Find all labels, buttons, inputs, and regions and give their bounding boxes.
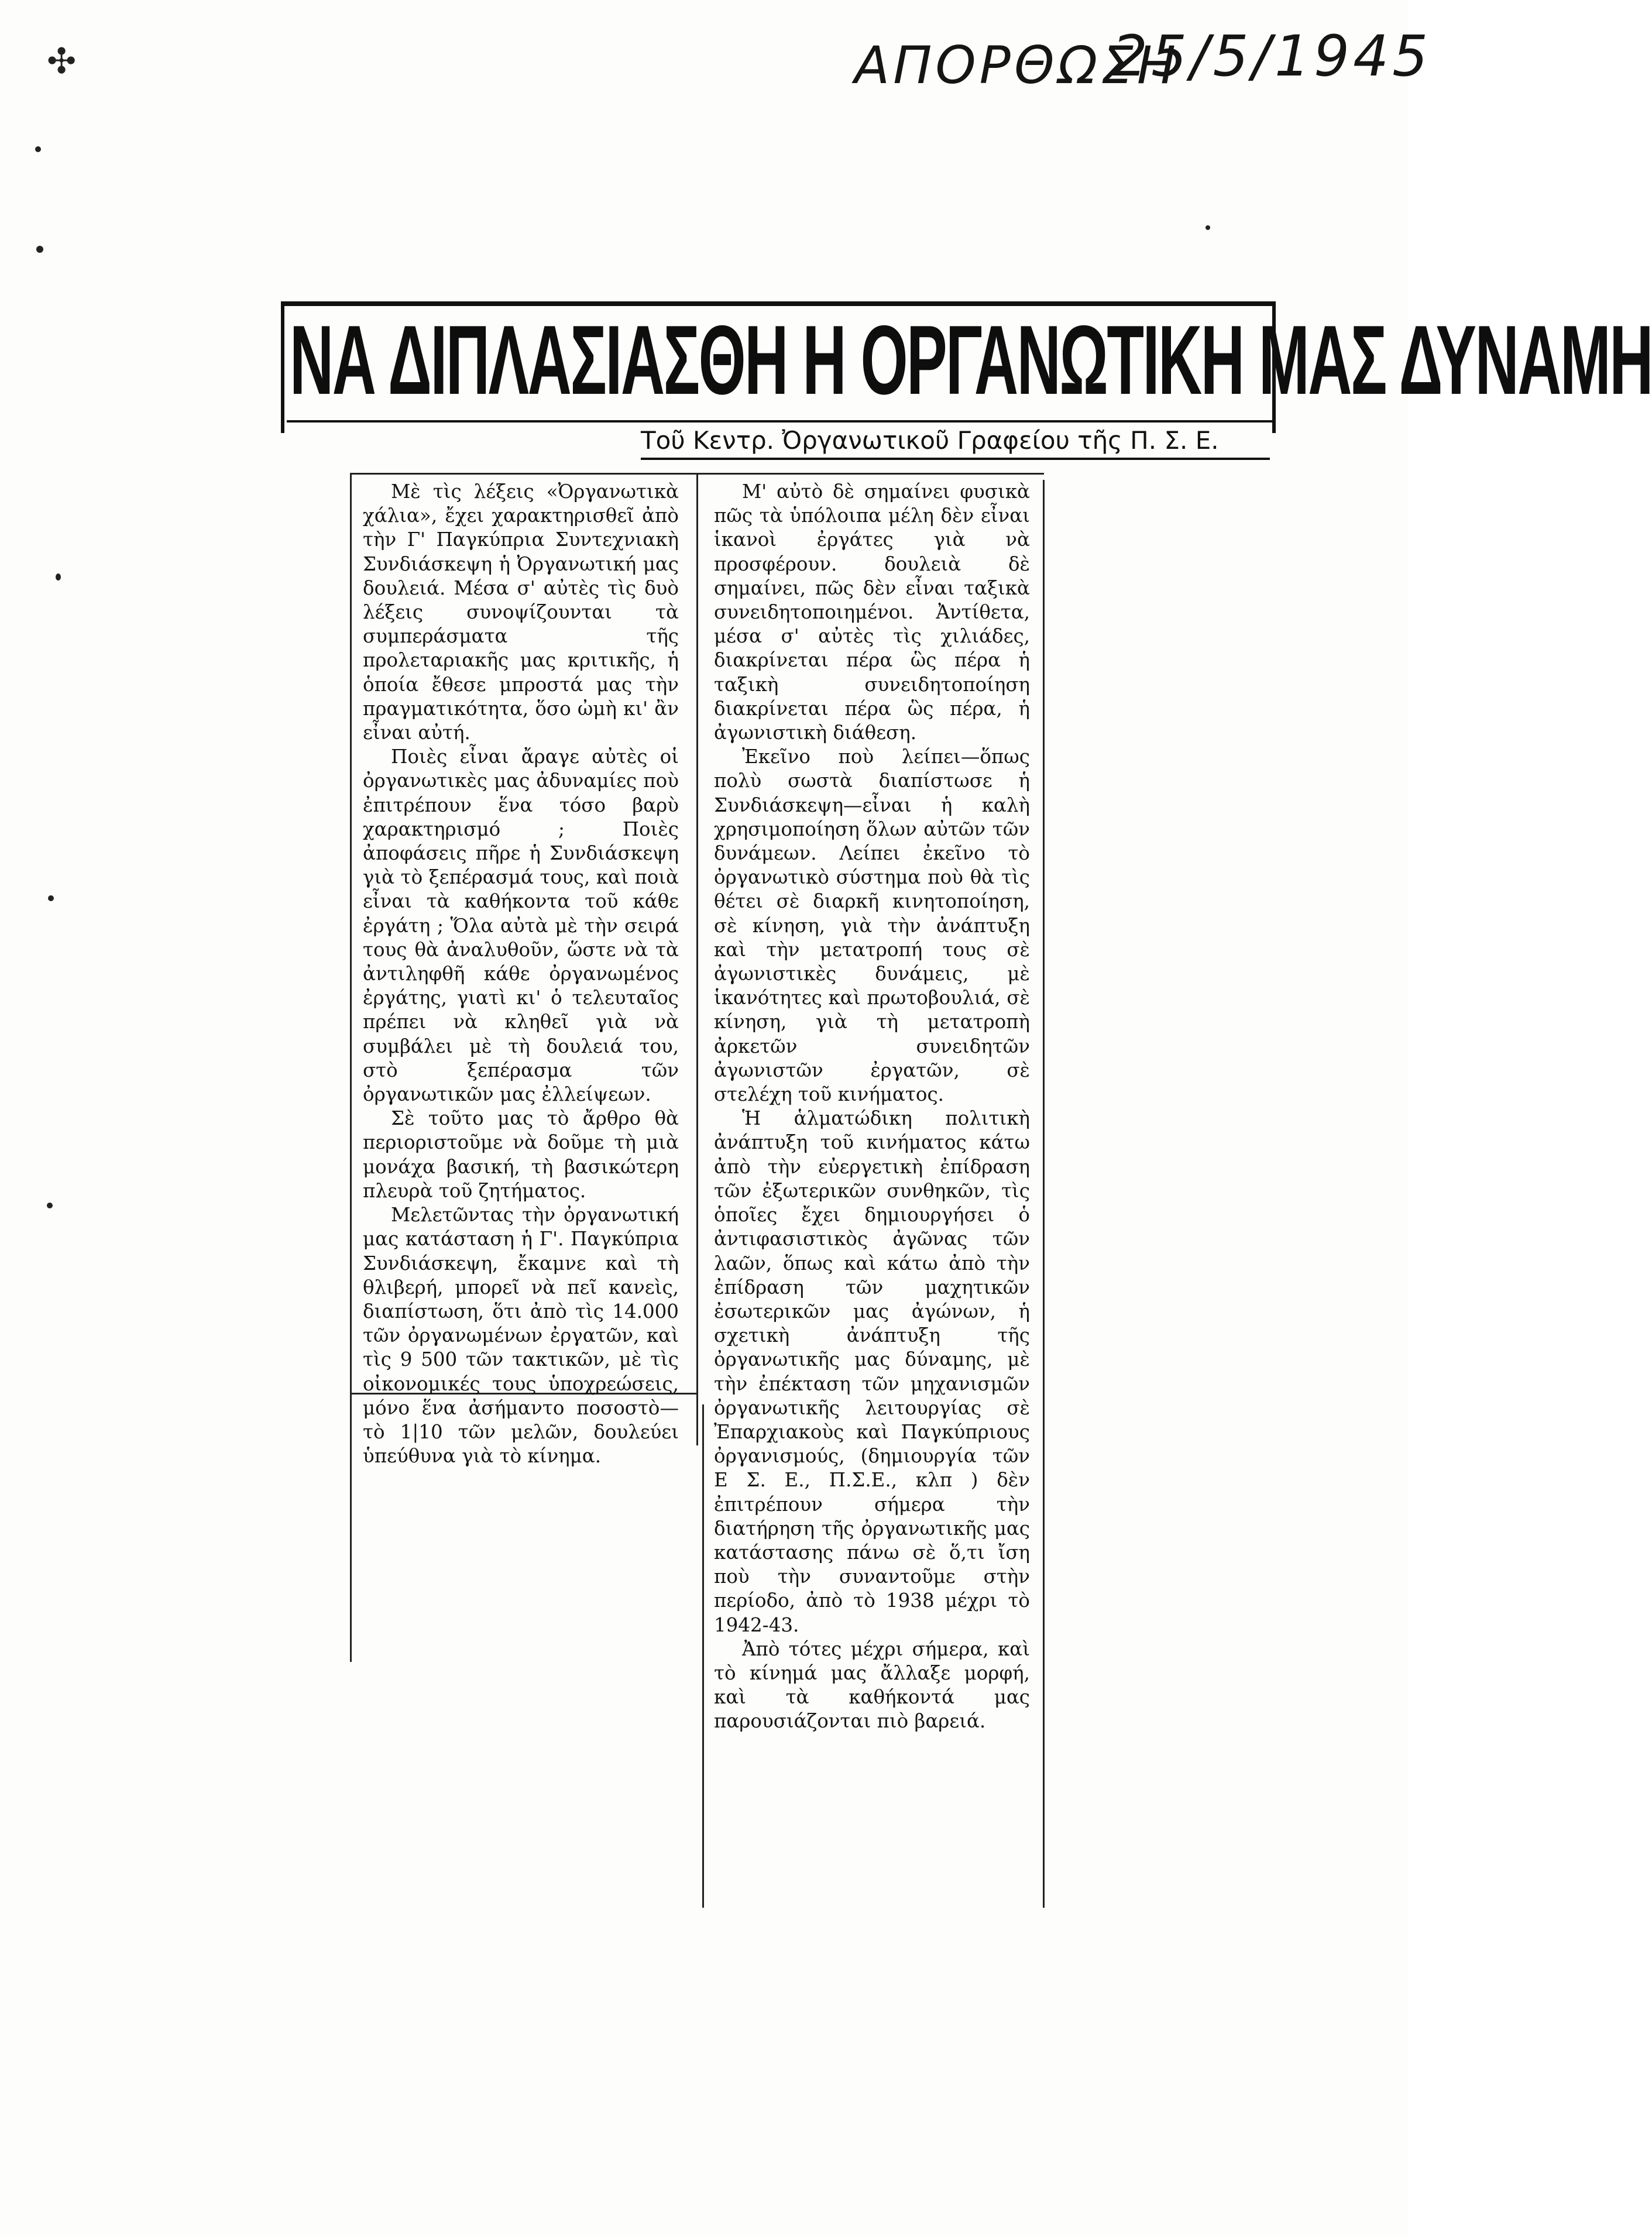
byline: Τοῦ Κεντρ. Ὀργανωτικοῦ Γραφείου τῆς Π. Σ. Ε. <box>641 426 1219 455</box>
paragraph: Σὲ τοῦτο μας τὸ ἄρθρο θὰ περιοριστοῦμε νὰ δοῦμε τὴ μιὰ μονάχα βασική, τὴ βασικώτερη πλευρὰ τοῦ ζητήματος. <box>363 1107 679 1202</box>
margin-speck <box>35 146 41 152</box>
paragraph: Ἀπὸ τότες μέχρι σήμερα, καὶ τὸ κίνημά μας ἄλλαξε μορφή, καὶ τὰ καθήκοντά μας παρουσιάζονται πιὸ βαρειά. <box>714 1637 1030 1733</box>
column-rule-middle-lower <box>702 1404 704 1908</box>
paragraph: Ἐκεῖνο ποὺ λείπει—ὅπως πολὺ σωστὰ διαπίστωσε ἡ Συνδιάσκεψη—εἶναι ἡ καλὴ χρησιμοποίηση ὅλων αὐτῶν τῶν δυνάμεων. Λείπει ἐκεῖνο τὸ ὀργανωτικὸ σύστημα ποὺ θὰ τὶς θέτει σὲ διαρκῆ κινητοποίηση, σὲ κίνηση, γιὰ τὴν ἀνάπτυξη καὶ τὴν μετατροπή τους σὲ ἀγωνιστικὲς δυνάμεις, μὲ ἱκανότητες καὶ πρωτοβουλιά, σὲ κίνηση, γιὰ τὴ μετατροπὴ ἀρκετῶν συνειδητῶν ἀγωνιστῶν ἐργατῶν, σὲ στελέχη τοῦ κινήματος. <box>714 746 1030 1106</box>
paragraph: Ἡ ἁλματώδικη πολιτικὴ ἀνάπτυξη τοῦ κινήματος κάτω ἀπὸ τὴν εὐεργετικὴ ἐπίδραση τῶν ἐξωτερικῶν συνθηκῶν, τὶς ὁποῖες ἔχει δημιουργήσει ὁ ἀντιφασιστικὸς ἀγῶνας τῶν λαῶν, ὅπως καὶ κάτω ἀπὸ τὴν ἐπίδραση τῶν μαχητικῶν ἐσωτερικῶν μας ἀγώνων, ἡ σχετικὴ ἀνάπτυξη τῆς ὀργανωτικῆς μας δύναμης, μὲ τὴν ἐπέκταση τῶν μηχανισμῶν ὀργανωτικῆς λειτουργίας σὲ Ἐπαρχιακοὺς καὶ Παγκύπριους ὀργανισμούς, (δημιουργία τῶν Ε Σ. Ε., Π.Σ.Ε., κλπ ) δὲν ἐπιτρέπουν σήμερα τὴν διατήρηση τῆς ὀργανωτικῆς μας κατάστασης πάνω σὲ ὅ,τι ἴση ποὺ τὴν συναντοῦμε στὴν περίοδο, ἀπὸ τὸ 1938 μέχρι τὸ 1942-43. <box>714 1107 1030 1636</box>
column-rule-left <box>350 474 352 1662</box>
headline-bottom-rule <box>287 420 1276 423</box>
headline: ΝΑ ΔΙΠΛΑΣΙΑΣΘΗ Η ΟΡΓΑΝΩΤΙΚΗ ΜΑΣ ΔΥΝΑΜΗ <box>290 305 1652 415</box>
margin-speck <box>56 573 61 581</box>
column-rule-right <box>1043 480 1045 1908</box>
margin-speck <box>36 246 43 253</box>
column-rule-middle <box>696 474 698 1445</box>
byline-underline <box>641 458 1270 460</box>
paragraph: Μελετῶντας τὴν ὀργανωτική μας κατάσταση ἡ Γ'. Παγκύπρια Συνδιάσκεψη, ἔκαμνε καὶ τὴ θλιβερή, μπορεῖ νὰ πεῖ κανεὶς, διαπίστωση, ὅτι ἀπὸ τὶς 14.000 τῶν ὀργανωμένων ἐργατῶν, καὶ τὶς 9 500 τῶν τακτικῶν, μὲ τὶς οἰκονομικές τους ὑποχρεώσεις, μόνο ἕνα ἀσήμαντο ποσοστὸ—τὸ 1|10 τῶν μελῶν, δουλεύει ὑπεύθυνα γιὰ τὸ κίνημα. <box>363 1204 679 1468</box>
article-column-left <box>363 480 679 1468</box>
margin-speck <box>1205 225 1210 230</box>
paragraph: Μὲ τὶς λέξεις «Ὀργανωτικὰ χάλια», ἔχει χαρακτηρισθεῖ ἀπὸ τὴν Γ' Παγκύπρια Συντεχνιακὴ Συνδιάσκεψη ἡ Ὀργανωτική μας δουλειά. Μέσα σ' αὐτὲς τὶς δυὸ λέξεις συνοψίζουνται τὰ συμπεράσματα τῆς προλεταριακῆς μας κριτικῆς, ἡ ὁποία ἔθεσε μπροστά μας τὴν πραγματικότητα, ὅσο ὠμὴ κι' ἂν εἶναι αὐτή. <box>363 480 679 744</box>
handwritten-source: ΑΠΟΡΘΩΣΗ <box>854 35 1179 95</box>
stamp-mark: ✣ <box>47 41 77 82</box>
margin-speck <box>48 895 54 901</box>
article-column-right <box>714 480 1030 1734</box>
handwritten-date: 25/5/1945 <box>1112 23 1432 89</box>
paragraph: Μ' αὐτὸ δὲ σημαίνει φυσικὰ πῶς τὰ ὑπόλοιπα μέλη δὲν εἶναι ἱκανοὶ ἐργάτες γιὰ νὰ προσφέρουν. δουλειὰ δὲ σημαίνει, πῶς δὲν εἶναι ταξικὰ συνειδητοποιημένοι. Ἀντίθετα, μέσα σ' αὐτὲς τὶς χιλιάδες, διακρίνεται πέρα ὣς πέρα ἡ ταξικὴ συνειδητοποίηση διακρίνεται πέρα ὣς πέρα, ἡ ἀγωνιστικὴ διάθεση. <box>714 480 1030 744</box>
margin-speck <box>47 1203 53 1208</box>
paragraph: Ποιὲς εἶναι ἄραγε αὐτὲς οἱ ὀργανωτικὲς μας ἀδυναμίες ποὺ ἐπιτρέπουν ἕνα τόσο βαρὺ χαρακτηρισμό ; Ποιὲς ἀποφάσεις πῆρε ἡ Συνδιάσκεψη γιὰ τὸ ξεπέρασμά τους, καὶ ποιὰ εἶναι τὰ καθήκοντα τοῦ κάθε ἐργάτη ; Ὅλα αὐτὰ μὲ τὴν σειρά τους θὰ ἀναλυθοῦν, ὥστε νὰ τὰ ἀντιληφθῆ κάθε ὀργανωμένος ἐργάτης, γιατὶ κι' ὁ τελευταῖος πρέπει νὰ κληθεῖ γιὰ νὰ συμβάλει μὲ τὴ δουλειά του, στὸ ξεπέρασμα τῶν ὀργανωτικῶν μας ἐλλείψεων. <box>363 746 679 1106</box>
